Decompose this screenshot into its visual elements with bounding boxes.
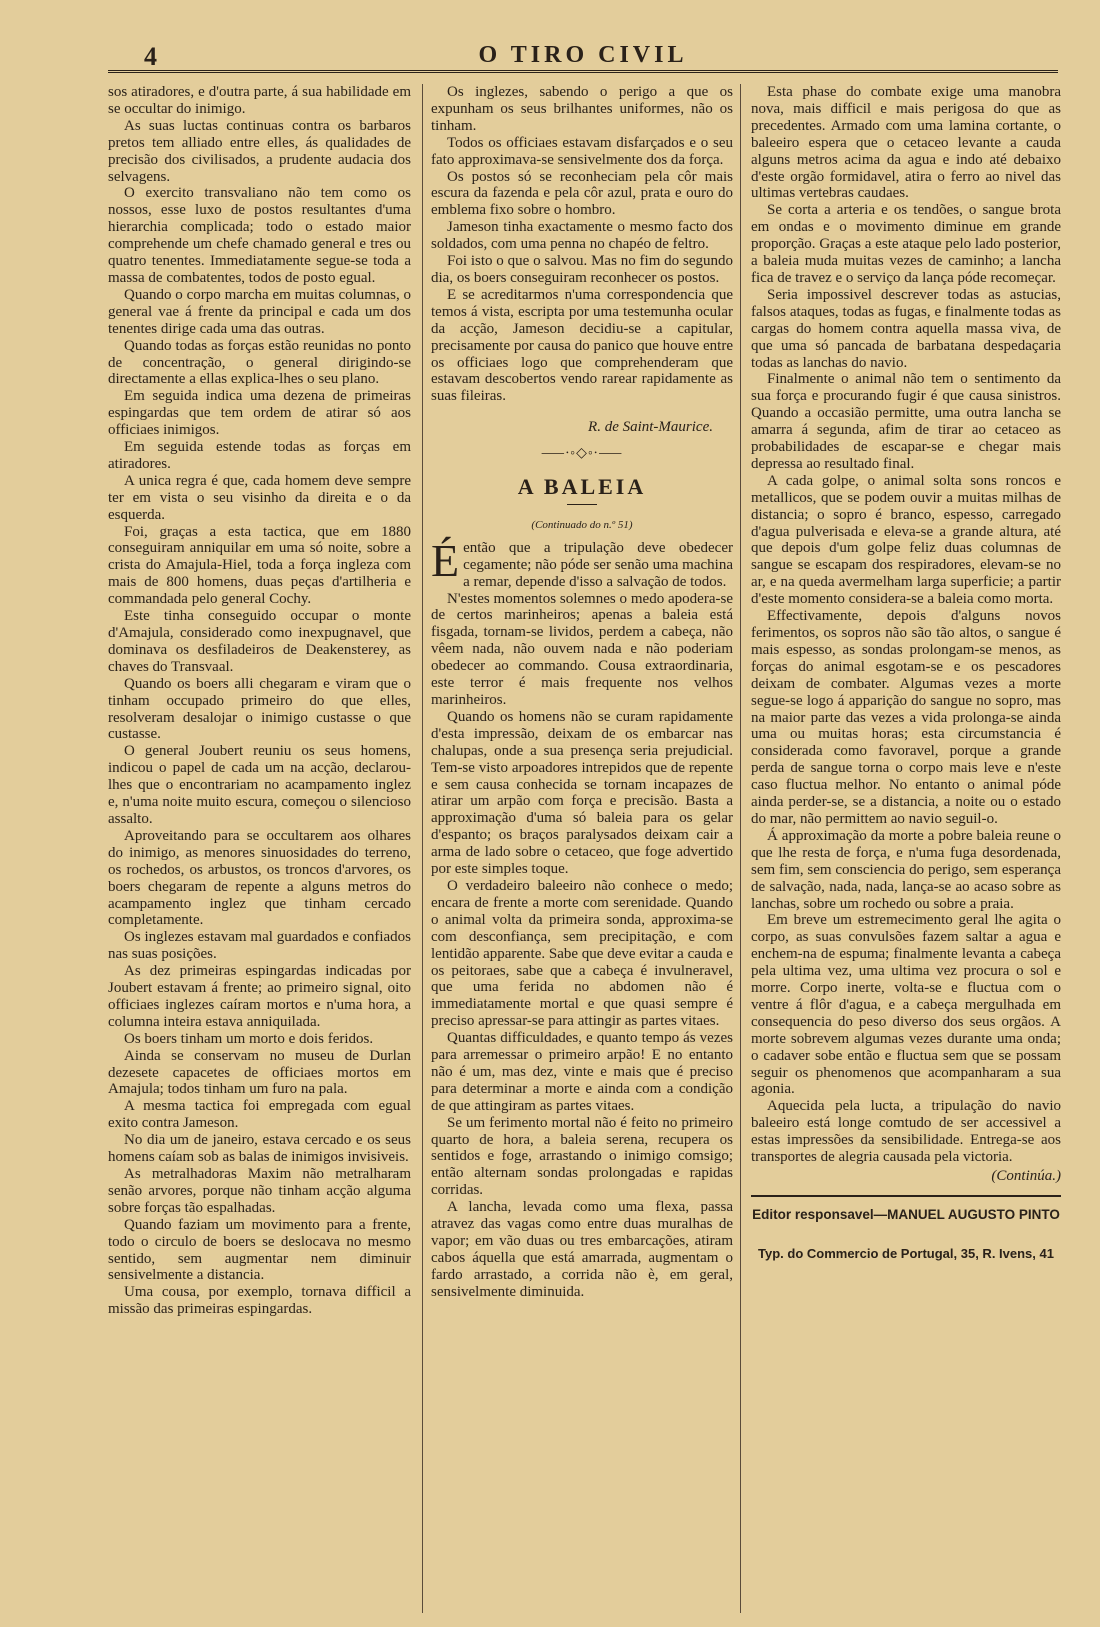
column-3	[740, 84, 1061, 1613]
column-1	[108, 84, 411, 1613]
continua-note: (Continúa.)	[991, 1168, 1061, 1184]
first-paragraph	[431, 534, 733, 591]
column-3-inner	[745, 84, 1061, 1263]
paragraph: Os boers tinham um morto e dois feridos.	[124, 1030, 374, 1047]
paragraph: Finalmente o animal não tem o sentimento da sua força e procurando fugir é que causa sinistros. Quando a occasião permitte, uma outra lancha se amarra á segunda, afim de tirar ao cetaceo as probabilidades de escapar-se e chegar mais depressa ao resultado final.	[751, 371, 1061, 472]
paragraph: Se um ferimento mortal não é feito no primeiro quarto de hora, a baleia serena, recupera os sentidos e foge, arrastando o inimigo comsigo; então alternam sondas prolongadas e rapidas corridas.	[431, 1114, 733, 1199]
paragraph: O general Joubert reuniu os seus homens, indicou o papel de cada um na acção, declarou-lhes que o encontrariam no acampamento inglez e, n'uma noite muito escura, começou o silencioso assalto.	[108, 743, 411, 827]
section-title: A BALEIA	[517, 474, 647, 500]
continued-note: (Continuado do n.º 51)	[531, 518, 633, 531]
title-rule	[567, 504, 597, 505]
editor-line: Editor responsavel—MANUEL AUGUSTO PINTO	[751, 1195, 1061, 1224]
printer-line: Typ. do Commercio de Portugal, 35, R. Ivens, 41	[758, 1245, 1054, 1261]
paragraph: Quando os homens não se curam rapidamente d'esta impressão, deixam de os embarcar nas chalupas, onde a sua presença seria prejudicial. Tem-se visto arpoadores intrepidos que de repente e sem causa conhecida se tornam incapazes de atirar um arpão com força e precisão. Basta a approximação d'uma só baleia para os gelar d'espanto; os braços paralysados deixam cair a arma de lado sobre o cetaceo, que foge advertido por este simples toque.	[431, 708, 733, 878]
ornament-divider: ⸺∙◦◇◦∙⸺	[540, 446, 624, 462]
page-header	[108, 40, 1058, 73]
paragraph: N'estes momentos solemnes o medo apodera-se de certos marinheiros; apenas a baleia está fisgada, tornam-se lividos, perdem a cabeça, não vêem nada, não ouvem nada e não poderiam obedecer ao commando. Cousa extraordinaria, este terror é mais frequente nos velhos marinheiros.	[431, 590, 733, 708]
paragraph: Uma cousa, por exemplo, tornava difficil a missão das primeiras espingardas.	[108, 1284, 411, 1318]
paragraph: Seria impossivel descrever todas as astucias, falsos ataques, todas as fugas, e finalmente todas as cargas do homem contra aquella massa viva, de que uma só pancada de barbatana despedaçaria todas as lanchas do navio.	[751, 286, 1061, 371]
paragraph: Aproveitando para se occultarem aos olhares do inimigo, as menores sinuosidades do terreno, os rochedos, os arbustos, os troncos d'arvores, os boers chegaram de repente a alguns metros do acampamento inglez que tinham cercado completamente.	[108, 827, 411, 929]
paragraph: Os inglezes estavam mal guardados e confiados nas suas posições.	[108, 929, 411, 963]
paragraph: A mesma tactica foi empregada com egual exito contra Jameson.	[108, 1098, 411, 1132]
paragraph: Quando os boers alli chegaram e viram que o tinham occupado primeiro do que elles, resolveram desalojar o inimigo custasse o que custasse.	[108, 675, 411, 743]
journal-title: O TIRO CIVIL	[478, 42, 688, 68]
article-signature: R. de Saint-Maurice.	[588, 419, 713, 436]
paragraph: Foi, graças a esta tactica, que em 1880 conseguiram anniquilar em uma só noite, sobre a crista do Amajula-Hiel, toda a força ingleza com mais de 800 homens, duas peças d'artilheria e commandada pelo general Cochy.	[108, 523, 411, 608]
paragraph: Á approximação da morte a pobre baleia reune o que lhe resta de força, e n'uma fuga desordenada, sem fim, sem consciencia do perigo, sem esperança de salvação, nada, nada, lança-se ao acaso sobre as lanchas, sobre um rochedo ou sobre a praia.	[751, 827, 1061, 912]
page-number: 4	[144, 42, 157, 71]
first-paragraph-text: então que a tripulação deve obedecer cegamente; não póde ser senão uma machina a remar, depende d'isso a salvação de todos.	[463, 539, 733, 590]
paragraph: As dez primeiras espingardas indicadas por Joubert estavam á frente; ao primeiro signal, oito officiaes inglezes caíram mortos e n'uma hora, a columna inteira estava anniquilada.	[108, 963, 411, 1030]
paragraph: Effectivamente, depois d'alguns novos ferimentos, os sopros não são tão altos, o sangue é mais espesso, as sondas prolongam-se menos, as forças do animal esgotam-se e os pescadores deixam de combater. Algumas vezes a morte segue-se logo á apparição do sangue no sopro, mas na maior parte das vezes a vida prolonga-se ainda uma ou muitas horas; esta circumstancia é considerada como favoravel, porque a grande perda de sangue torna o corpo mais leve e n'este caso fluctua melhor. No entanto o animal póde ainda perder-se, se a distancia, a noite ou o estado do mar, não permittem ao navio seguil-o.	[751, 608, 1061, 827]
paragraph: O verdadeiro baleeiro não conhece o medo; encara de frente a morte com serenidade. Quando o animal volta da primeira sonda, approxima-se com desconfiança, sem precipitação, e com lentidão apparente. Sabe que deve evitar a cauda e os peitoraes, sabe que a cabeça é invulneravel, que uma ferida no abdomen não é immediatamente mortal e que quasi sempre é preciso apressar-se para attingir as partes vitaes.	[431, 877, 733, 1030]
paragraph: A lancha, levada como uma flexa, passa atravez das vagas como entre duas muralhas de vapor; em vão duas ou tres embarcações, atiram cabos áquella que está amarrada, augmentam o fardo arrastado, a corrida não è, em geral, sensivelmente diminuida.	[431, 1199, 733, 1300]
column-2-inner	[423, 84, 733, 1301]
paragraph: Ainda se conservam no museu de Durlan dezesete capacetes de officiaes mortos em Amajula; todos tinham um furo na pala.	[108, 1047, 411, 1098]
paragraph: Foi isto o que o salvou. Mas no fim do segundo dia, os boers conseguiram reconhecer os postos.	[431, 253, 733, 286]
paragraph: No dia um de janeiro, estava cercado e os seus homens caíam sob as balas de inimigos invisiveis.	[108, 1132, 411, 1166]
paragraph: As metralhadoras Maxim não metralharam senão arvores, porque não tinham acção alguma sobre forças tão espalhadas.	[108, 1166, 411, 1216]
paragraph: E se acreditarmos n'uma correspondencia que temos á vista, escripta por uma testemunha ocular da acção, Jameson decidiu-se a capitular, precisamente por causa do panico que houve entre os officiaes logo que comprehenderam que estavam descobertos vendo rarear rapidamente as suas fileiras.	[431, 286, 733, 405]
paragraph: Em seguida estende todas as forças em atiradores.	[108, 439, 411, 472]
paragraph: sos atiradores, e d'outra parte, á sua habilidade em se occultar do inimigo.	[108, 84, 411, 117]
paragraph: Se corta a arteria e os tendões, o sangue brota em ondas e o movimento diminue em grande proporção. Graças a este ataque pelo lado posterior, a baleia muda muitas vezes de caminho; a lancha fica de travez e o serviço da lança póde recomeçar.	[751, 202, 1061, 286]
paragraph: Todos os officiaes estavam disfarçados e o seu fato approximava-se sensivelmente dos da força.	[431, 134, 733, 168]
paragraph: Quantas difficuldades, e quanto tempo ás vezes para arremessar o primeiro arpão! E no entanto não é um, mas dez, vinte e mais que é preciso para determinar a morte e ainda com a condição de que attingiram as partes vitaes.	[431, 1030, 733, 1114]
paragraph: Aquecida pela lucta, a tripulação do navio baleeiro está longe comtudo de ser accessivel a estas impressões da sensibilidade. Entrega-se aos transportes de alegria causada pela victoria.	[751, 1098, 1061, 1166]
paragraph: Os postos só se reconheciam pela côr mais escura da fazenda e pela côr azul, prata e ouro do emblema fixo sobre o hombro.	[431, 168, 733, 219]
column-2	[422, 84, 733, 1613]
paragraph: Este tinha conseguido occupar o monte d'Amajula, considerado como inexpugnavel, que dominava os desfiladeiros de Deakensterey, as chaves do Transvaal.	[108, 608, 411, 675]
paragraph: A unica regra é que, cada homem deve sempre ter em vista o seu visinho da direita e o da esquerda.	[108, 472, 411, 523]
paragraph: Quando todas as forças estão reunidas no ponto de concentração, o general dirigindo-se directamente a ellas explica-lhes o seu plano.	[108, 337, 411, 388]
paragraph: O exercito transvaliano não tem como os nossos, esse luxo de postos resultantes d'uma hierarchia complicada; todo o estado maior comprehende um chefe chamado general e tres ou quatro tenentes. Immediatamente segue-se toda a massa de combatentes, todos de posto egual.	[108, 185, 411, 286]
paragraph: Quando faziam um movimento para a frente, todo o circulo de boers se deslocava no mesmo sentido, sem augmentar nem diminuir sensivelmente a distancia.	[108, 1216, 411, 1284]
paragraph: Os inglezes, sabendo o perigo a que os expunham os seus brilhantes uniformes, não os tinham.	[431, 84, 733, 134]
paragraph: Jameson tinha exactamente o mesmo facto dos soldados, com uma penna no chapéo de feltro.	[431, 219, 733, 253]
paragraph: Em seguida indica uma dezena de primeiras espingardas que tem ordem de atirar só aos officiaes inimigos.	[108, 388, 411, 439]
paragraph: Em breve um estremecimento geral lhe agita o corpo, as suas convulsões fazem saltar a agua e enchem-na de espuma; finalmente levanta a cabeça pela ultima vez, uma ultima vez procura o sol e morre. Corpo inerte, volta-se e fluctua com o ventre á flôr d'agua, e a cabeça mergulhada em consequencia do peso diverso dos seus orgãos. A morte sobrevem algumas vezes durante uma onda; o cadaver sobe então e fluctua sem que se possam seguir os phenomenos que acompanharam a sua agonia.	[751, 912, 1061, 1098]
paragraph: Quando o corpo marcha em muitas columnas, o general vae á frente da principal e cada um dos tenentes dirige cada uma das outras.	[108, 286, 411, 337]
paragraph: A cada golpe, o animal solta sons roncos e metallicos, que se podem ouvir a muitas milhas de distancia; o sopro é branco, espesso, carregado d'agua pulverisada e eleva-se a grande altura, até que depois d'um golpe feliz duas columnas de sangue se escapam dos respiradores, elevam-se no ar, e na queda avermelham larga superficie; a partir d'este momento considera-se a baleia como morta.	[751, 472, 1061, 608]
paragraph: Esta phase do combate exige uma manobra nova, mais difficil e mais perigosa do que as precedentes. Armado com uma lamina cortante, o baleeiro espera que o cetaceo levante a cauda alguns metros acima da agua e indo até debaixo d'este orgão formidavel, atira o ferro ao nivel das ultimas vertebras caudaes.	[751, 84, 1061, 202]
drop-cap: É	[431, 534, 460, 586]
paragraph: As suas luctas continuas contra os barbaros pretos tem alliado entre elles, ás qualidades de precisão dos civilisados, a prudente audacia dos selvagens.	[108, 117, 411, 185]
